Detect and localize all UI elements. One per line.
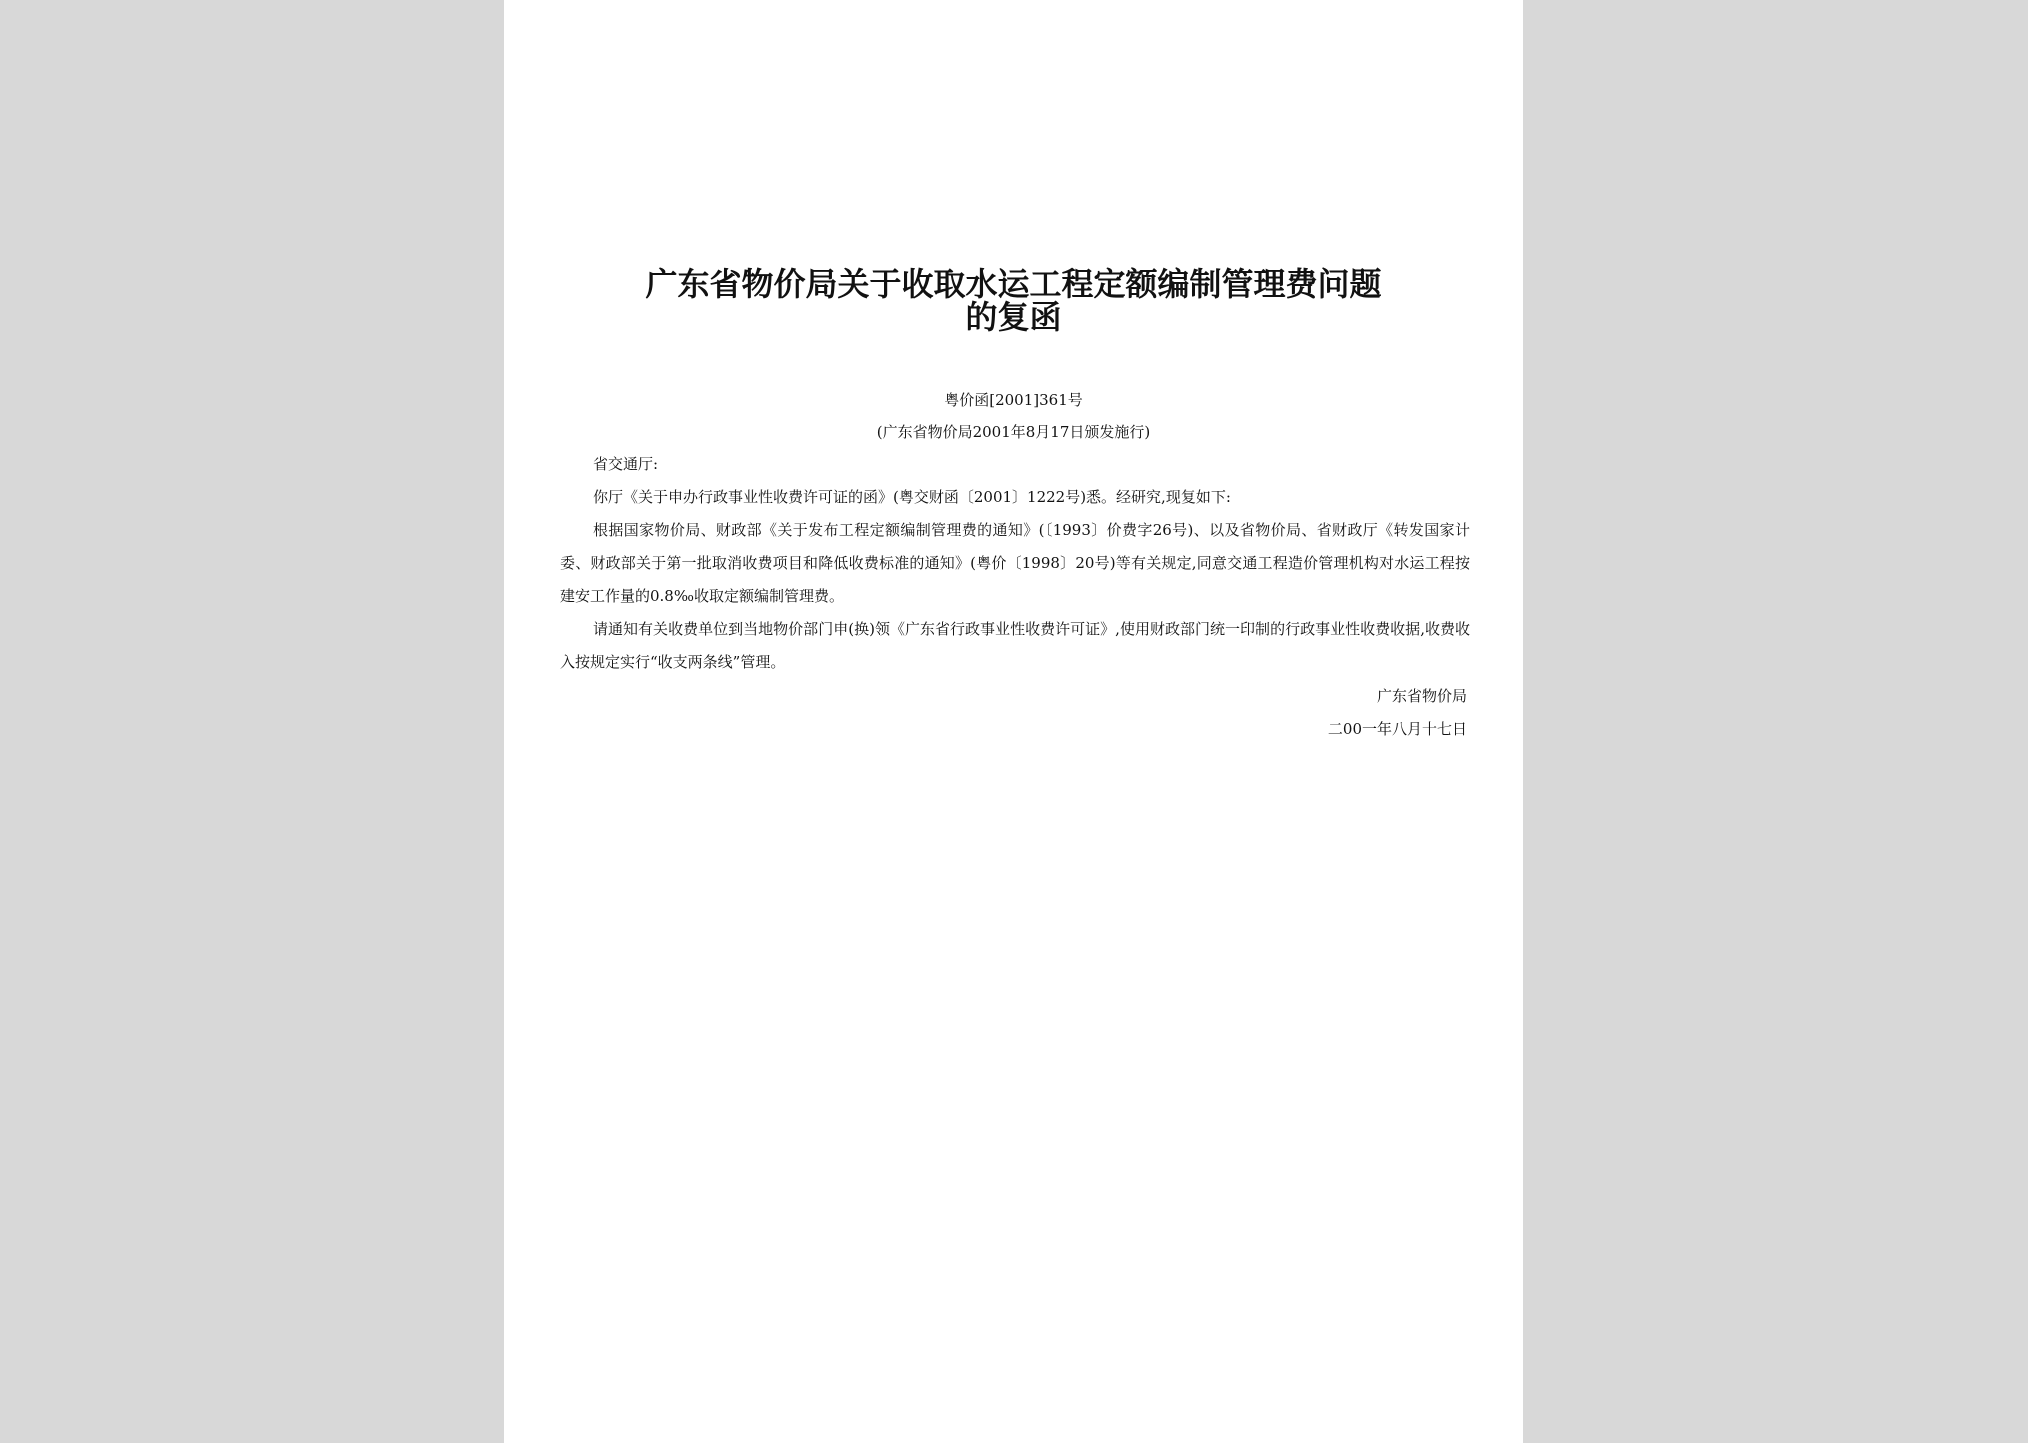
addressee: 省交通厅:	[593, 455, 659, 473]
document-page	[504, 0, 1523, 1443]
paragraph-1: 你厅《关于申办行政事业性收费许可证的函》(粤交财函〔2001〕1222号)悉。经研究,现复如下:	[593, 488, 1231, 506]
document-number: 粤价函[2001]361号	[944, 391, 1083, 409]
issue-note: (广东省物价局2001年8月17日颁发施行)	[876, 423, 1151, 441]
paragraph-3: 请通知有关收费单位到当地物价部门申(换)领《广东省行政事业性收费许可证》,使用财政部门统一印制的行政事业性收费收据,收费收入按规定实行“收支两条线”管理。	[560, 620, 1470, 671]
signature-date: 二00一年八月十七日	[1327, 720, 1467, 738]
document-title-line-2: 的复函	[965, 298, 1062, 336]
signature-organization: 广东省物价局	[1376, 687, 1467, 705]
document-title-line-1: 广东省物价局关于收取水运工程定额编制管理费问题	[645, 265, 1382, 303]
paragraph-2: 根据国家物价局、财政部《关于发布工程定额编制管理费的通知》(〔1993〕价费字26号)、以及省物价局、省财政厅《转发国家计委、财政部关于第一批取消收费项目和降低收费标准的通知》(粤价〔1998〕20号)等有关规定,同意交通工程造价管理机构对水运工程按建安工作量的0.8‰收取定额编制管理费。	[560, 521, 1470, 605]
